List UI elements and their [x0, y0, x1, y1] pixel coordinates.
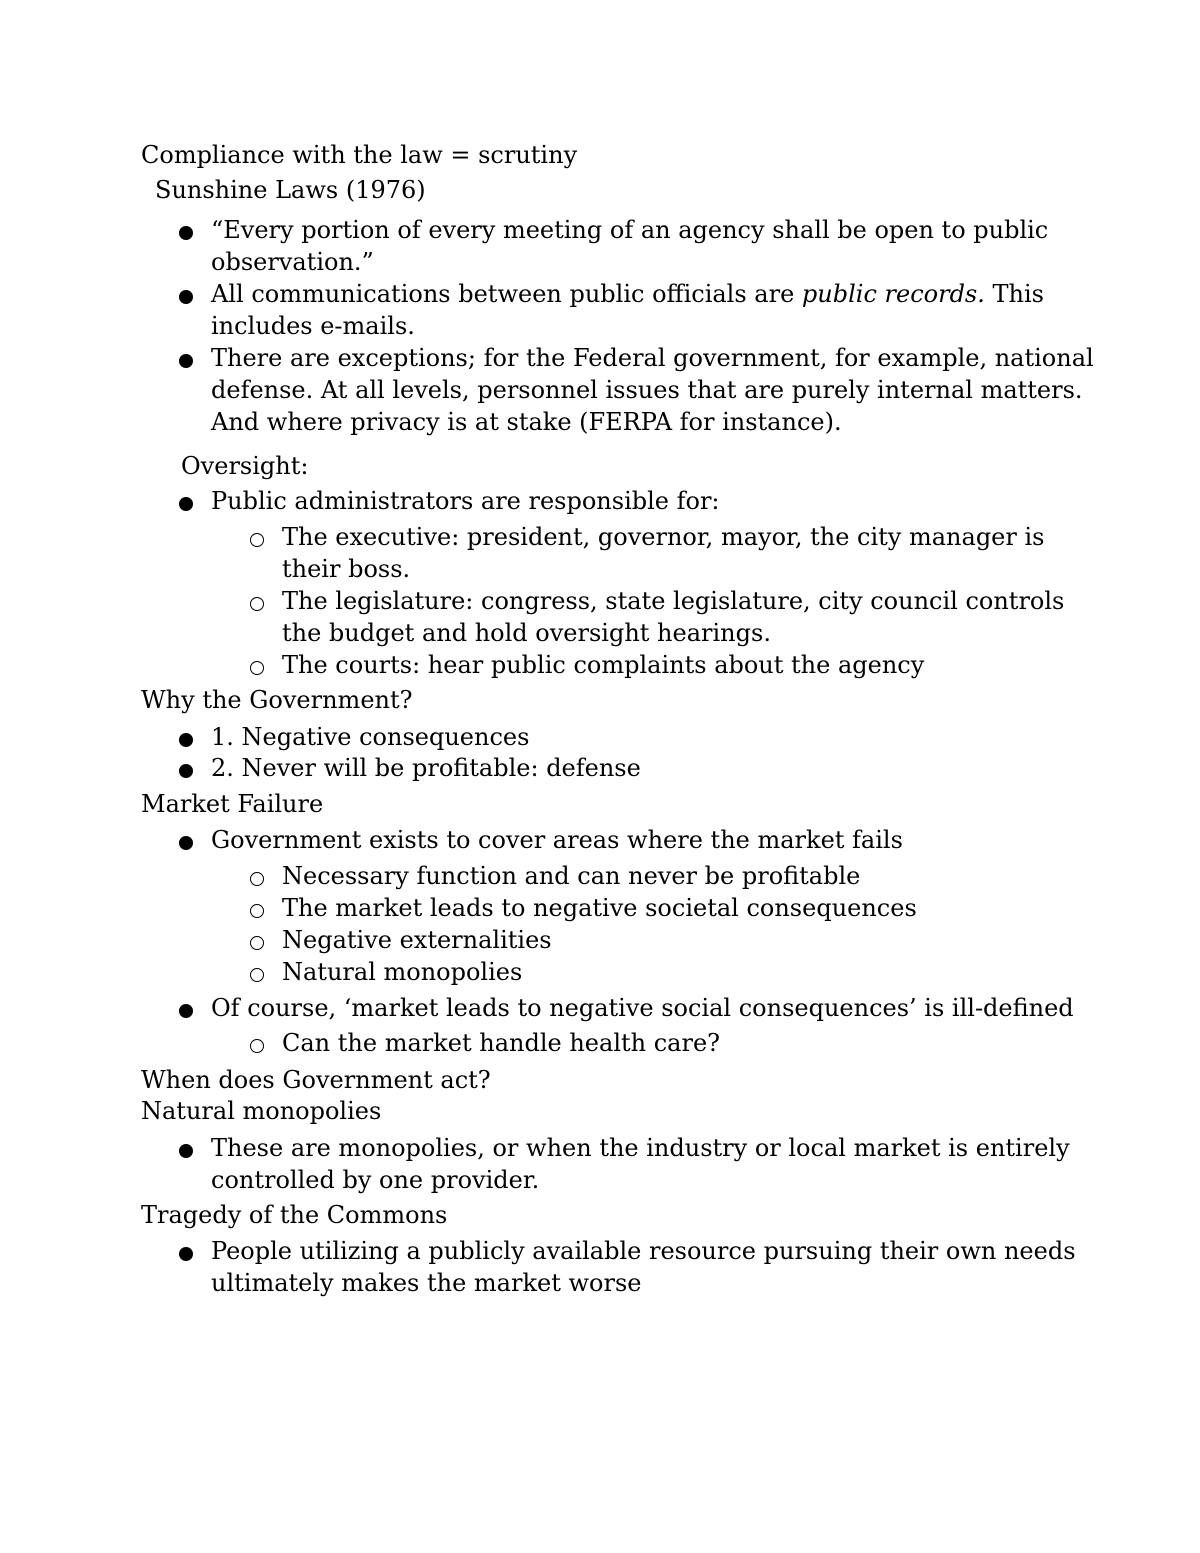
market-sub-2: The market leads to negative societal consequences [282, 894, 917, 922]
text-run: All communications between public officials are [211, 280, 802, 308]
oversight-heading: Oversight: [181, 452, 309, 480]
oversight-item-1: Public administrators are responsible for: [211, 487, 720, 515]
bullet-hollow-icon [250, 968, 264, 982]
market-item-2: Of course, ‘market leads to negative social consequences’ is ill-defined [211, 994, 1074, 1022]
tragedy-heading: Tragedy of the Commons [141, 1201, 448, 1229]
natural-item-1-line-2: controlled by one provider. [211, 1166, 540, 1194]
bullet-filled-icon [179, 764, 193, 778]
bullet-filled-icon [179, 836, 193, 850]
bullet-hollow-icon [250, 904, 264, 918]
bullet-filled-icon [179, 354, 193, 368]
oversight-sub-3: The courts: hear public complaints about the agency [282, 651, 925, 679]
market-sub-4: Natural monopolies [282, 958, 523, 986]
bullet-filled-icon [179, 226, 193, 240]
oversight-sub-2-line-1: The legislature: congress, state legislature, city council controls [282, 587, 1065, 615]
oversight-sub-1-line-1: The executive: president, governor, mayor, the city manager is [282, 523, 1045, 551]
intro-line: Compliance with the law = scrutiny [141, 141, 578, 169]
bullet-hollow-icon [250, 533, 264, 547]
bullet-hollow-icon [250, 936, 264, 950]
text-run: This [984, 280, 1044, 308]
natural-heading: Natural monopolies [141, 1097, 382, 1125]
emphasis-text: public records. [801, 280, 985, 308]
when-heading: When does Government act? [141, 1066, 491, 1094]
bullet-hollow-icon [250, 872, 264, 886]
bullet-filled-icon [179, 1144, 193, 1158]
why-item-1: 1. Negative consequences [211, 723, 530, 751]
bullet-filled-icon [179, 1247, 193, 1261]
sunshine-item-3-line-3: And where privacy is at stake (FERPA for instance). [211, 408, 842, 436]
market-heading: Market Failure [141, 790, 324, 818]
tragedy-item-1-line-2: ultimately makes the market worse [211, 1269, 642, 1297]
market-sub-3: Negative externalities [282, 926, 552, 954]
sunshine-item-1-line-2: observation.” [211, 248, 374, 276]
oversight-sub-2-line-2: the budget and hold oversight hearings. [282, 619, 771, 647]
sunshine-item-1-line-1: “Every portion of every meeting of an agency shall be open to public [211, 216, 1049, 244]
bullet-filled-icon [179, 733, 193, 747]
sunshine-item-3-line-2: defense. At all levels, personnel issues that are purely internal matters. [211, 376, 1083, 404]
bullet-filled-icon [179, 1004, 193, 1018]
sunshine-heading: Sunshine Laws (1976) [155, 176, 426, 204]
sunshine-item-2-line-1 [211, 278, 1044, 310]
bullet-hollow-icon [250, 597, 264, 611]
market-sub-1: Necessary function and can never be profitable [282, 862, 861, 890]
why-heading: Why the Government? [141, 686, 413, 714]
market-sub-5: Can the market handle health care? [282, 1029, 721, 1057]
sunshine-item-3-line-1: There are exceptions; for the Federal government, for example, national [211, 344, 1094, 372]
natural-item-1-line-1: These are monopolies, or when the industry or local market is entirely [211, 1134, 1070, 1162]
bullet-filled-icon [179, 497, 193, 511]
oversight-sub-1-line-2: their boss. [282, 555, 411, 583]
market-item-1: Government exists to cover areas where the market fails [211, 826, 903, 854]
bullet-filled-icon [179, 290, 193, 304]
why-item-2: 2. Never will be profitable: defense [211, 754, 641, 782]
sunshine-item-2-line-2: includes e-mails. [211, 312, 415, 340]
tragedy-item-1-line-1: People utilizing a publicly available resource pursuing their own needs [211, 1237, 1076, 1265]
bullet-hollow-icon [250, 1039, 264, 1053]
bullet-hollow-icon [250, 661, 264, 675]
